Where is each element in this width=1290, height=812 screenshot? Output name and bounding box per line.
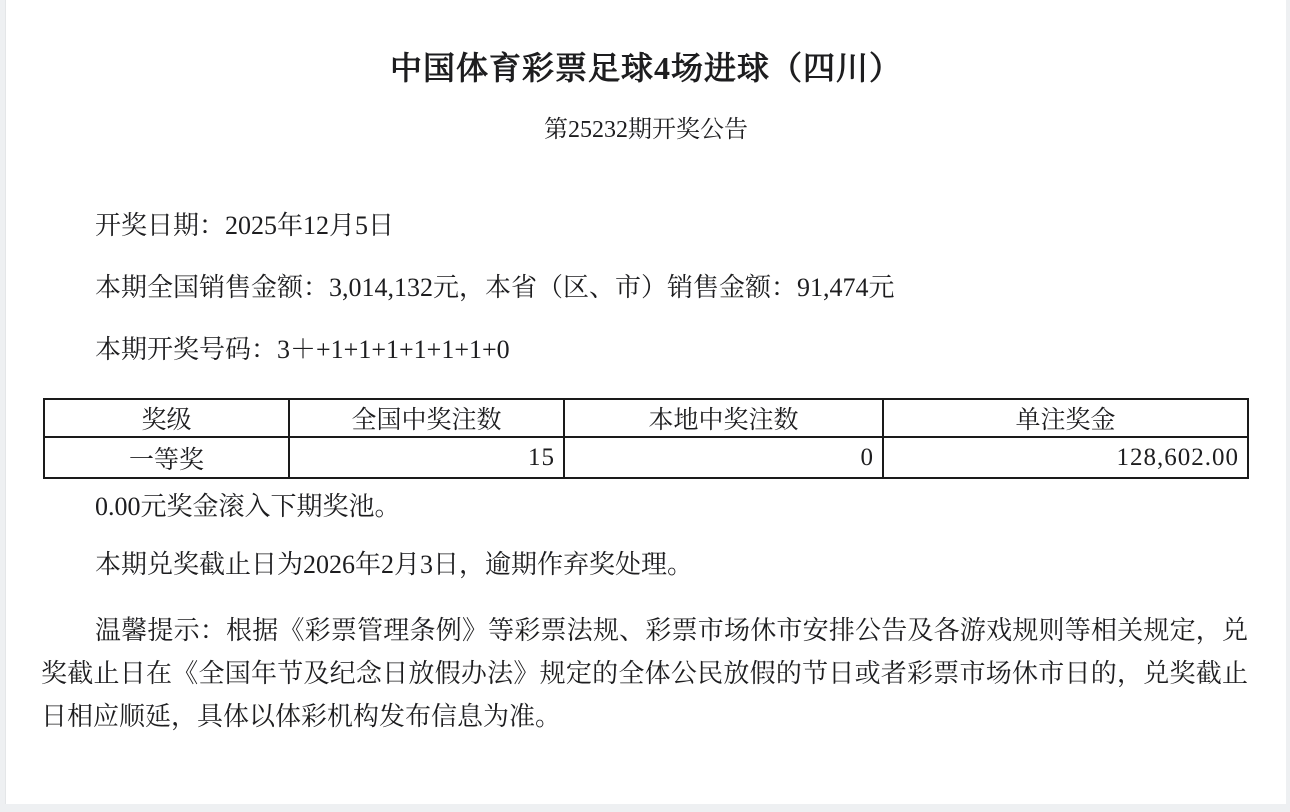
header-prize-per-bet: 单注奖金 [883, 399, 1248, 437]
sales-amount-line: 本期全国销售金额：3,014,132元，本省（区、市）销售金额：91,474元 [95, 273, 895, 302]
page-title: 中国体育彩票足球4场进球（四川） [389, 50, 902, 86]
prize-table-header-row [44, 399, 1248, 437]
cell-prize-level: 一等奖 [44, 437, 289, 478]
header-national-winners: 全国中奖注数 [289, 399, 564, 437]
cell-national-winners: 15 [289, 437, 564, 478]
redeem-deadline-line: 本期兑奖截止日为2026年2月3日，逾期作弃奖处理。 [95, 550, 694, 579]
cell-local-winners: 0 [564, 437, 883, 478]
winning-numbers-line: 本期开奖号码：3＋+1+1+1+1+1+1+0 [95, 335, 510, 364]
notice-paragraph: 温馨提示：根据《彩票管理条例》等彩票法规、彩票市场休市安排公告及各游戏规则等相关规定，兑奖截止日在《全国年节及纪念日放假办法》规定的全体公民放假的节日或者彩票市场休市日的，兑奖截止日相应顺延，具体以体彩机构发布信息为准。 [41, 616, 1248, 731]
prize-table [43, 398, 1249, 479]
draw-date-line: 开奖日期：2025年12月5日 [95, 211, 395, 240]
announcement-page [5, 0, 1286, 804]
header-prize-level: 奖级 [44, 399, 289, 437]
rollover-line: 0.00元奖金滚入下期奖池。 [95, 492, 401, 521]
header-local-winners: 本地中奖注数 [564, 399, 883, 437]
issue-subtitle: 第25232期开奖公告 [544, 117, 748, 143]
cell-prize-per-bet: 128,602.00 [883, 437, 1248, 478]
table-row [44, 437, 1248, 478]
